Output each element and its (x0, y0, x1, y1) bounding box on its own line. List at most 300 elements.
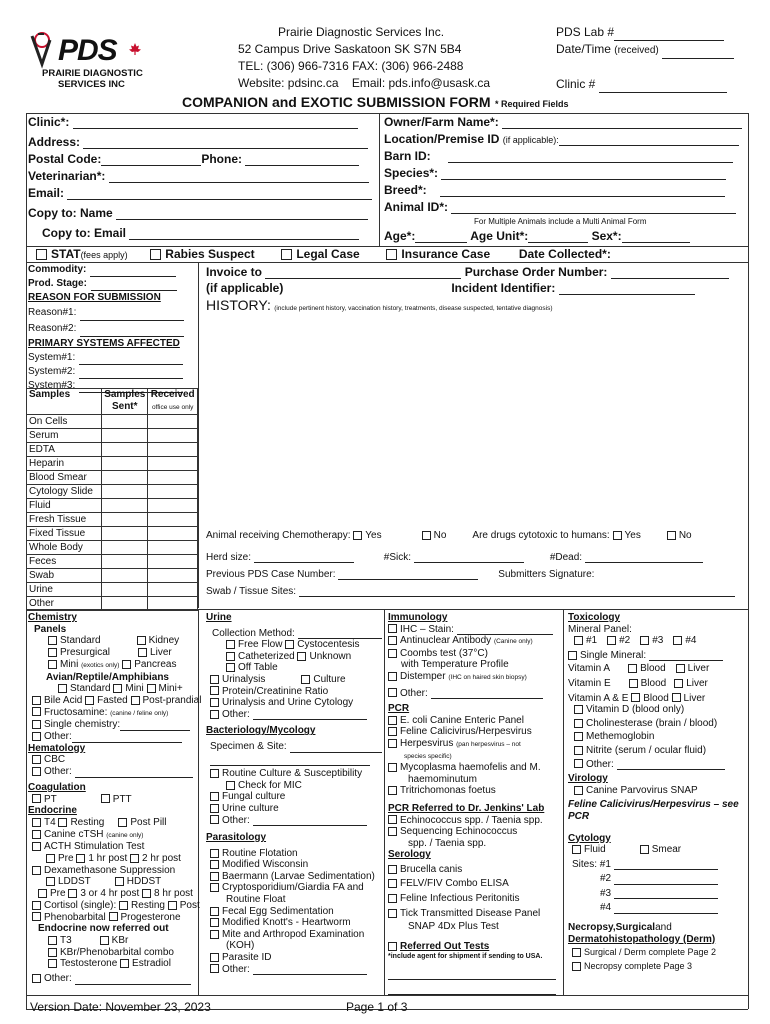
tick-label-2: SNAP 4Dx Plus Test (408, 921, 499, 933)
progesterone-checkbox[interactable] (109, 912, 118, 921)
herd-label: Herd size: (206, 552, 252, 563)
fructosamine-note: (canine / feline only) (110, 709, 169, 717)
stat-checkbox[interactable] (36, 249, 47, 260)
pcr-heading: PCR (388, 703, 410, 715)
endo-other-checkbox[interactable] (32, 974, 41, 983)
fluid-checkbox[interactable] (572, 845, 581, 854)
avian-miniplus-label: Mini+ (158, 683, 183, 695)
crypto-checkbox[interactable] (210, 883, 219, 892)
wisconsin-checkbox[interactable] (210, 860, 219, 869)
mineral-3-checkbox[interactable] (640, 636, 649, 645)
animal-id-field[interactable] (451, 202, 736, 214)
t4-resting-checkbox[interactable] (58, 818, 67, 827)
baermann-label: Baermann (Larvae Sedimentation) (222, 870, 375, 882)
barn-field[interactable] (448, 151, 733, 163)
date-collected-label: Date Collected*: (518, 247, 611, 261)
acth-checkbox[interactable] (32, 842, 41, 851)
routine-culture-checkbox[interactable] (210, 769, 219, 778)
hem-other-field[interactable] (75, 768, 193, 778)
address-field[interactable] (83, 137, 368, 149)
sample-received-cell (148, 429, 198, 443)
vet-field[interactable] (109, 171, 369, 183)
urine-culture-checkbox[interactable] (210, 804, 219, 813)
echino-label: Echinococcus spp. / Taenia spp. (400, 814, 543, 826)
cortisol-checkbox[interactable] (32, 901, 41, 910)
mineral-2-checkbox[interactable] (607, 636, 616, 645)
knott-checkbox[interactable] (210, 918, 219, 927)
sample-type-label: Fresh Tissue (27, 513, 102, 527)
incident-field[interactable] (559, 283, 695, 295)
t4-postpill-label: Post Pill (130, 816, 167, 828)
coombs-label: Coombs test (37°C) (400, 647, 488, 659)
vit-ae-blood-checkbox[interactable] (631, 693, 640, 702)
sample-received-cell (148, 527, 198, 541)
pancreas-checkbox[interactable] (122, 660, 131, 669)
system3-label: System#3: (28, 380, 76, 391)
collection-label: Collection Method: (212, 627, 295, 639)
owner-field[interactable] (502, 117, 742, 129)
parvo-checkbox[interactable] (574, 786, 583, 795)
presurgical-checkbox[interactable] (48, 648, 57, 657)
history-textarea[interactable] (206, 318, 744, 526)
clinic-number-field[interactable] (599, 81, 727, 93)
necropsy-complete-checkbox[interactable] (572, 962, 581, 971)
ihc-field[interactable] (457, 625, 553, 635)
postal-field[interactable] (101, 154, 201, 166)
single-chem-checkbox[interactable] (32, 720, 41, 729)
email-label: Email: (28, 186, 65, 200)
chemo-no-checkbox[interactable] (422, 531, 431, 540)
dex-pre-checkbox[interactable] (38, 889, 47, 898)
dex-checkbox[interactable] (32, 866, 41, 875)
cytology-heading: Cytology (568, 832, 611, 844)
mineral-4-label: #4 (685, 635, 697, 647)
cortisol-resting-checkbox[interactable] (119, 901, 128, 910)
copy-email-field[interactable] (129, 228, 359, 240)
single-chem-field[interactable] (120, 721, 190, 731)
sample-row (27, 443, 198, 457)
ua-cyto-label: Urinalysis and Urine Cytology (222, 697, 354, 709)
sample-type-label: Whole Body (27, 541, 102, 555)
protein-label: Protein/Creatinine Ratio (222, 685, 329, 697)
estradiol-label: Estradiol (132, 958, 171, 970)
estradiol-checkbox[interactable] (120, 959, 129, 968)
mineral-4-checkbox[interactable] (673, 636, 682, 645)
specimen-field-2[interactable] (210, 756, 370, 766)
collection-field[interactable] (298, 629, 382, 639)
ua-cyto-checkbox[interactable] (210, 698, 219, 707)
org-info (238, 24, 490, 92)
vit-a-blood-checkbox[interactable] (628, 664, 637, 673)
bile-checkbox[interactable] (32, 696, 41, 705)
sample-received-cell (148, 471, 198, 485)
sample-sent-cell[interactable] (102, 513, 148, 527)
mineral-1-checkbox[interactable] (574, 636, 583, 645)
age-field[interactable] (415, 231, 467, 243)
sent-col-a: Samples (104, 389, 146, 400)
seq-label: Sequencing Echinococcus (400, 826, 518, 838)
sample-sent-cell[interactable] (102, 485, 148, 499)
cortisol-post-checkbox[interactable] (168, 901, 177, 910)
rabies-checkbox[interactable] (150, 249, 161, 260)
tox-other-checkbox[interactable] (574, 759, 583, 768)
urinalysis-checkbox[interactable] (210, 675, 219, 684)
sample-row (27, 541, 198, 555)
vit-e-liver-checkbox[interactable] (674, 679, 683, 688)
coombs-checkbox[interactable] (388, 649, 397, 658)
acth-2hr-label: 2 hr post (142, 853, 181, 865)
immunology-section (388, 612, 562, 995)
tritri-checkbox[interactable] (388, 786, 397, 795)
unknown-checkbox[interactable] (297, 652, 306, 661)
hem-other-checkbox[interactable] (32, 767, 41, 776)
sample-sent-cell[interactable] (102, 555, 148, 569)
para-other-field[interactable] (253, 965, 367, 975)
breed-field[interactable] (440, 185, 725, 197)
sex-label: Sex*: (591, 229, 622, 243)
mineral-2-label: #2 (619, 635, 631, 647)
methemo-label: Methemoglobin (586, 731, 655, 743)
fcv-checkbox[interactable] (388, 727, 397, 736)
avian-mini-checkbox[interactable] (113, 684, 122, 693)
email-field[interactable] (67, 188, 372, 200)
sites-4-field[interactable] (614, 904, 718, 914)
chemo-no-label: No (433, 530, 447, 541)
kbr-pheno-checkbox[interactable] (48, 948, 57, 957)
parasitology-heading: Parasitology (206, 832, 267, 844)
fasted-label: Fasted (97, 694, 128, 706)
vit-d-checkbox[interactable] (574, 705, 583, 714)
vit-ae-liver-checkbox[interactable] (672, 693, 681, 702)
freeflow-label: Free Flow (238, 639, 283, 651)
referred-note: *include agent for shipment if sending to USA. (388, 953, 543, 961)
baermann-checkbox[interactable] (210, 872, 219, 881)
sick-field[interactable] (414, 551, 524, 563)
pds-logo (28, 30, 148, 92)
sample-sent-cell[interactable] (102, 429, 148, 443)
acth-label: ACTH Stimulation Test (44, 841, 145, 853)
pt-checkbox[interactable] (32, 794, 41, 803)
insurance-checkbox[interactable] (386, 249, 397, 260)
sites-1-field[interactable] (614, 860, 718, 870)
tick-checkbox[interactable] (388, 909, 397, 918)
sample-type-label: Serum (27, 429, 102, 443)
chemo-label: Animal receiving Chemotherapy: (206, 530, 351, 541)
pt-label: PT (44, 793, 57, 805)
herpes-note-2: species specific) (404, 752, 452, 760)
myco-checkbox[interactable] (388, 763, 397, 772)
prev-case-field[interactable] (338, 568, 478, 580)
urine-other-checkbox[interactable] (210, 710, 219, 719)
mineral-panel-label: Mineral Panel: (568, 623, 632, 635)
sample-type-label: Other (27, 597, 102, 611)
fructosamine-checkbox[interactable] (32, 707, 41, 716)
kidney-label: Kidney (148, 635, 180, 647)
para-other-checkbox[interactable] (210, 964, 219, 973)
protein-checkbox[interactable] (210, 686, 219, 695)
hddst-checkbox[interactable] (115, 877, 124, 886)
single-mineral-checkbox[interactable] (568, 651, 577, 660)
sample-type-label: Urine (27, 583, 102, 597)
dead-field[interactable] (585, 551, 703, 563)
dead-label: #Dead: (549, 552, 583, 563)
received-col-a: Received (150, 389, 195, 400)
referred-field-1[interactable] (388, 970, 556, 980)
specimen-field[interactable] (290, 743, 382, 753)
system2-field[interactable] (79, 367, 183, 379)
reason2-field[interactable] (80, 325, 184, 337)
invoice-to-field[interactable] (265, 267, 461, 279)
tox-other-field[interactable] (617, 760, 725, 770)
culture-label: Culture (313, 673, 346, 685)
mite-label-2: (KOH) (226, 940, 255, 952)
lab-number-label: PDS Lab # (556, 25, 615, 39)
sample-sent-cell[interactable] (102, 527, 148, 541)
sample-row (27, 429, 198, 443)
cortisol-label: Cortisol (single): (44, 899, 117, 911)
acth-1hr-checkbox[interactable] (76, 854, 85, 863)
sites-1-label: Sites: #1 (572, 858, 611, 870)
immuno-other-checkbox[interactable] (388, 688, 397, 697)
fasted-checkbox[interactable] (85, 696, 94, 705)
mini-checkbox[interactable] (48, 660, 57, 669)
sites-3-field[interactable] (614, 889, 718, 899)
po-field[interactable] (611, 267, 729, 279)
acth-pre-label: Pre (58, 853, 74, 865)
chemo-yes-checkbox[interactable] (353, 531, 362, 540)
vit-d-label: Vitamin D (blood only) (586, 704, 685, 716)
para-other-label: Other: (222, 963, 250, 975)
stat-note: (fees apply) (80, 250, 128, 260)
mini-note: (exotics only) (81, 661, 120, 669)
echino-checkbox[interactable] (388, 815, 397, 824)
tick-label: Tick Transmitted Disease Panel (400, 907, 541, 919)
avian-miniplus-checkbox[interactable] (147, 684, 156, 693)
routine-culture-label: Routine Culture & Susceptibility (222, 768, 363, 780)
page-number: Page 1 of 3 (346, 1000, 408, 1014)
fip-label: Feline Infectious Peritonitis (400, 893, 520, 905)
sample-sent-cell[interactable] (102, 499, 148, 513)
freeflow-checkbox[interactable] (226, 640, 235, 649)
cbc-checkbox[interactable] (32, 755, 41, 764)
ihc-checkbox[interactable] (388, 624, 397, 633)
mic-label: Check for MIC (238, 779, 302, 791)
dex-34hr-label: 3 or 4 hr post (80, 888, 140, 900)
phone-field[interactable] (245, 154, 359, 166)
liver-checkbox[interactable] (138, 648, 147, 657)
felv-label: FELV/FIV Combo ELISA (400, 878, 509, 890)
age-unit-field[interactable] (528, 231, 588, 243)
myco-label-2: haemominutum (408, 773, 477, 785)
owner-label: Owner/Farm Name*: (384, 115, 499, 129)
stat-label: STAT (51, 247, 81, 261)
invoice-to-label: Invoice to (206, 265, 263, 279)
herpes-checkbox[interactable] (388, 739, 397, 748)
dex-8hr-checkbox[interactable] (142, 889, 151, 898)
org-name: Prairie Diagnostic Services Inc. (278, 25, 445, 39)
sample-sent-cell[interactable] (102, 471, 148, 485)
prod-stage-field[interactable] (91, 279, 177, 291)
legal-checkbox[interactable] (281, 249, 292, 260)
incident-label: Incident Identifier: (451, 281, 556, 295)
sample-sent-cell[interactable] (102, 569, 148, 583)
progesterone-label: Progesterone (120, 911, 181, 923)
fecal-egg-label: Fecal Egg Sedimentation (222, 905, 334, 917)
client-section (28, 115, 376, 243)
cbc-label: CBC (44, 754, 66, 766)
urine-heading: Urine (206, 612, 232, 623)
mic-checkbox[interactable] (226, 781, 235, 790)
system1-field[interactable] (79, 353, 183, 365)
sample-received-cell (148, 499, 198, 513)
ana-label: Antinuclear Antibody (400, 635, 492, 647)
sample-sent-cell[interactable] (102, 541, 148, 555)
datetime-field[interactable] (662, 47, 734, 59)
chem-other-field[interactable] (72, 733, 182, 743)
avian-standard-checkbox[interactable] (58, 684, 67, 693)
dex-pre-label: Pre (50, 888, 66, 900)
ana-checkbox[interactable] (388, 636, 397, 645)
cortisol-resting-label: Resting (131, 899, 165, 911)
system2-label: System#2: (28, 366, 76, 377)
sex-field[interactable] (622, 231, 690, 243)
vit-a-liver-checkbox[interactable] (676, 664, 685, 673)
smear-checkbox[interactable] (640, 845, 649, 854)
sent-col-b: Sent* (111, 401, 138, 412)
hem-other-label: Other: (44, 766, 72, 778)
vit-a-label: Vitamin A (568, 663, 611, 675)
reason1-field[interactable] (80, 309, 184, 321)
sample-received-cell (148, 583, 198, 597)
flotation-checkbox[interactable] (210, 849, 219, 858)
bact-other-field[interactable] (253, 816, 367, 826)
endo-other-field[interactable] (75, 975, 191, 985)
immuno-other-field[interactable] (431, 689, 543, 699)
multi-animal-note: For Multiple Animals include a Multi Animal Form (474, 217, 647, 226)
seq-checkbox[interactable] (388, 827, 397, 836)
crypto-label-2: Routine Float (226, 894, 286, 906)
animal-id-label: Animal ID*: (384, 200, 449, 214)
commodity-label: Commodity: (28, 264, 87, 275)
sample-sent-cell[interactable] (102, 415, 148, 429)
acth-pre-checkbox[interactable] (46, 854, 55, 863)
vit-ae-label: Vitamin A & E (568, 692, 629, 704)
standard-checkbox[interactable] (48, 636, 57, 645)
fungal-checkbox[interactable] (210, 792, 219, 801)
methemo-checkbox[interactable] (574, 732, 583, 741)
ptt-checkbox[interactable] (101, 794, 110, 803)
postal-label: Postal Code: (28, 152, 102, 166)
ctsh-checkbox[interactable] (32, 830, 41, 839)
commodity-field[interactable] (90, 265, 176, 277)
location-field[interactable] (559, 134, 739, 146)
brucella-checkbox[interactable] (388, 865, 397, 874)
distemper-note: (IHC on haired skin biopsy) (448, 673, 527, 681)
clinic-field[interactable] (73, 117, 358, 129)
bact-other-label: Other: (222, 814, 250, 826)
vit-e-blood-checkbox[interactable] (629, 679, 638, 688)
sample-received-cell (148, 513, 198, 527)
insurance-label: Insurance Case (401, 247, 491, 261)
knott-label: Modified Knott's - Heartworm (222, 917, 351, 929)
testosterone-checkbox[interactable] (48, 959, 57, 968)
lddst-checkbox[interactable] (46, 877, 55, 886)
cath-checkbox[interactable] (226, 652, 235, 661)
cytotoxic-no-checkbox[interactable] (667, 531, 676, 540)
nitrite-checkbox[interactable] (574, 746, 583, 755)
flotation-label: Routine Flotation (222, 847, 298, 859)
clinic-number-label: Clinic # (556, 77, 596, 91)
ecoli-checkbox[interactable] (388, 716, 397, 725)
acth-2hr-checkbox[interactable] (130, 854, 139, 863)
chem-other-checkbox[interactable] (32, 732, 41, 741)
sites-2-field[interactable] (614, 875, 718, 885)
ptt-label: PTT (112, 793, 132, 805)
toxicology-heading: Toxicology (568, 612, 621, 623)
chemistry-section (28, 612, 202, 985)
signature-field[interactable] (597, 568, 757, 580)
parasite-id-checkbox[interactable] (210, 953, 219, 962)
postprandial-checkbox[interactable] (131, 696, 140, 705)
chemo-yes-label: Yes (365, 530, 382, 541)
immuno-other-label: Other: (400, 687, 428, 699)
liver-label: Liver (150, 647, 172, 659)
pheno-checkbox[interactable] (32, 912, 41, 921)
single-mineral-field[interactable] (649, 651, 723, 661)
cysto-checkbox[interactable] (285, 640, 294, 649)
derm-heading: Dermatohistopathology (Derm) (568, 933, 716, 945)
endocrine-heading: Endocrine (28, 805, 77, 817)
avian-heading: Avian/Reptile/Amphibians (46, 671, 169, 683)
mite-checkbox[interactable] (210, 930, 219, 939)
fip-checkbox[interactable] (388, 894, 397, 903)
surg-derm-checkbox[interactable] (572, 948, 581, 957)
sample-sent-cell[interactable] (102, 457, 148, 471)
cytotoxic-yes-checkbox[interactable] (613, 531, 622, 540)
breed-label: Breed*: (384, 183, 427, 197)
parasite-id-label: Parasite ID (222, 952, 272, 964)
t3-checkbox[interactable] (48, 936, 57, 945)
referred-field-2[interactable] (388, 985, 556, 995)
sample-sent-cell[interactable] (102, 443, 148, 457)
cholin-checkbox[interactable] (574, 719, 583, 728)
t4-postpill-checkbox[interactable] (118, 818, 127, 827)
copy-name-field[interactable] (116, 208, 368, 220)
swab-sites-label: Swab / Tissue Sites: (206, 586, 297, 597)
lab-number-field[interactable] (614, 29, 724, 41)
culture-checkbox[interactable] (301, 675, 310, 684)
bact-other-checkbox[interactable] (210, 815, 219, 824)
kidney-checkbox[interactable] (137, 636, 146, 645)
referred-checkbox[interactable] (388, 942, 397, 951)
fluid-label: Fluid (584, 844, 606, 856)
fecal-egg-checkbox[interactable] (210, 907, 219, 916)
dex-34hr-checkbox[interactable] (68, 889, 77, 898)
distemper-checkbox[interactable] (388, 672, 397, 681)
t4-checkbox[interactable] (32, 818, 41, 827)
urine-other-field[interactable] (253, 710, 367, 720)
herd-field[interactable] (254, 551, 354, 563)
swab-sites-field[interactable] (299, 585, 735, 597)
vit-a-blood-label: Blood (640, 663, 666, 675)
offtable-checkbox[interactable] (226, 663, 235, 672)
mini-label: Mini (60, 658, 79, 670)
felv-checkbox[interactable] (388, 879, 397, 888)
sample-sent-cell[interactable] (102, 583, 148, 597)
species-field[interactable] (441, 168, 726, 180)
kbr-checkbox[interactable] (100, 936, 109, 945)
sample-received-cell (148, 457, 198, 471)
